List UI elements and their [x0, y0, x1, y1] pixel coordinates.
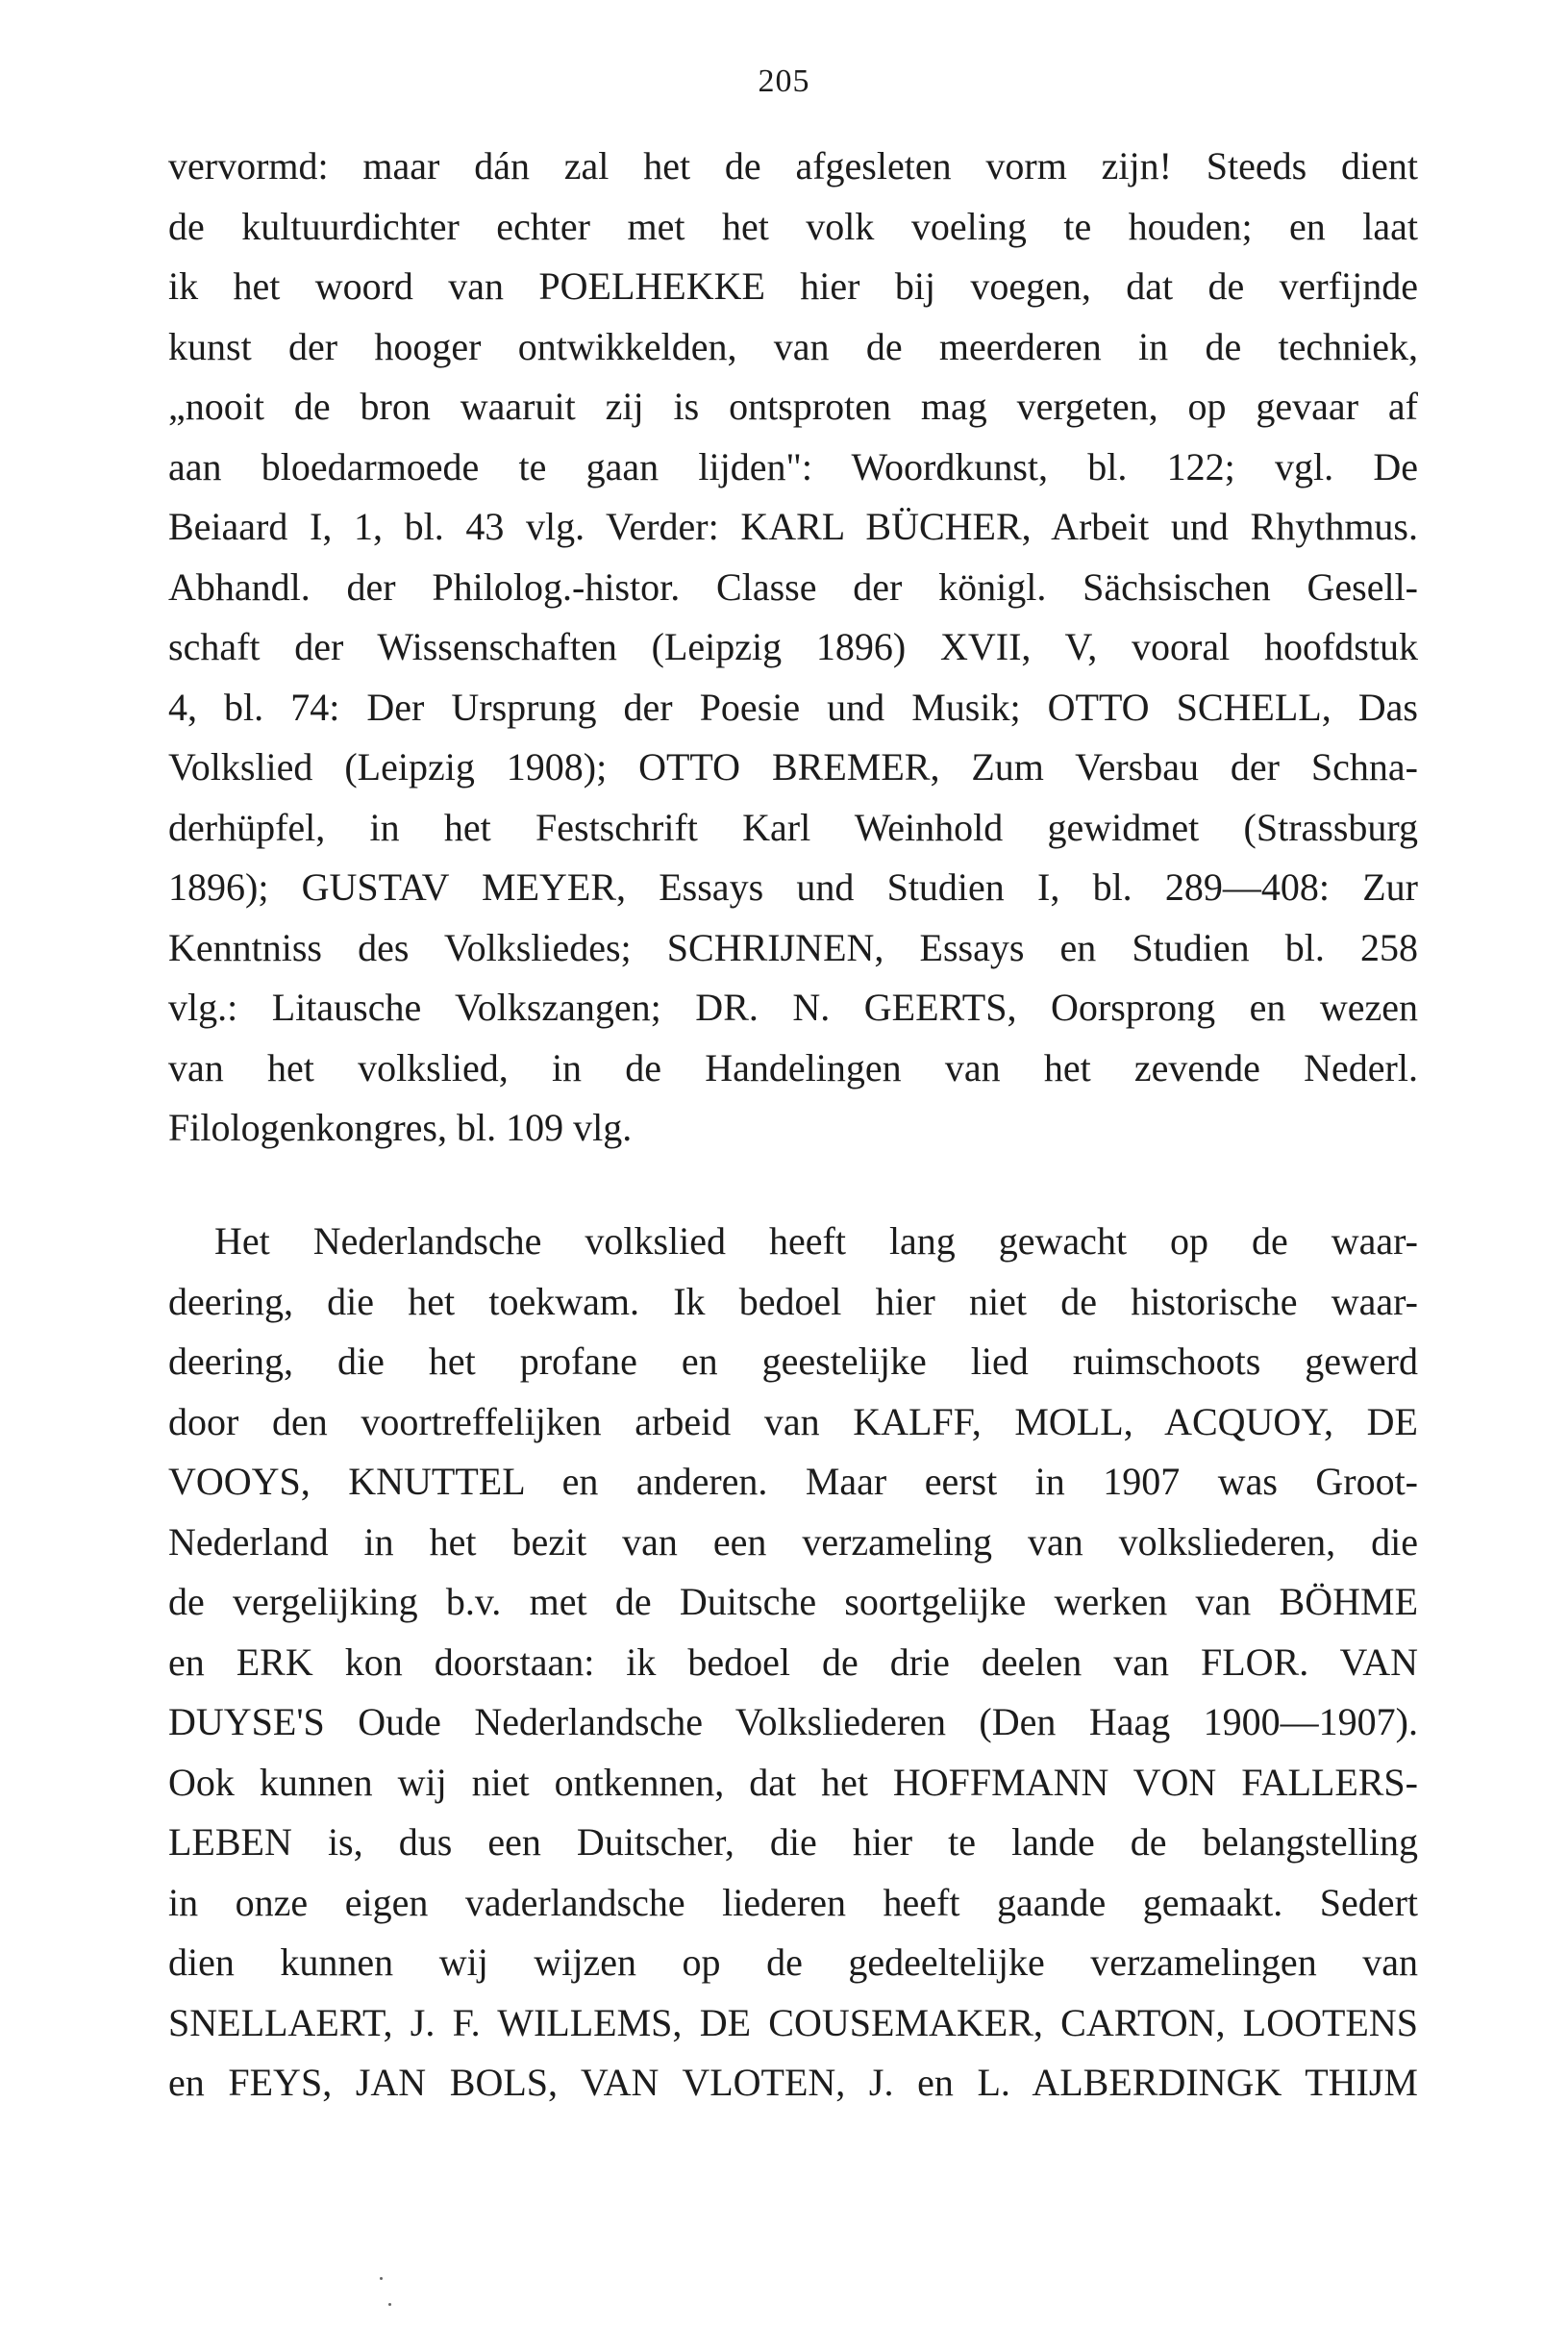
text-line: LEBEN is, dus een Duitscher, die hier te lande de belangstelling	[168, 1820, 1418, 1864]
text-line: de kultuurdichter echter met het volk voeling te houden; en laat	[168, 204, 1418, 248]
text-line: „nooit de bron waaruit zij is ontsproten mag vergeten, op gevaar af	[168, 385, 1418, 428]
text-line: en FEYS, JAN BOLS, VAN VLOTEN, J. en L. ALBERDINGK THIJM	[168, 2061, 1418, 2104]
text-line: deering, die het profane en geestelijke lied ruimschoots gewerd	[168, 1339, 1418, 1383]
text-line: en ERK kon doorstaan: ik bedoel de drie deelen van FLOR. VAN	[168, 1640, 1418, 1684]
text-line: vlg.: Litausche Volkszangen; DR. N. GEERTS, Oorsprong en wezen	[168, 986, 1418, 1029]
text-line: Ook kunnen wij niet ontkennen, dat het HOFFMANN VON FALLERS-	[168, 1760, 1418, 1804]
text-line: 4, bl. 74: Der Ursprung der Poesie und Musik; OTTO SCHELL, Das	[168, 685, 1418, 729]
scan-speck	[380, 2277, 383, 2280]
text-line: Volkslied (Leipzig 1908); OTTO BREMER, Zum Versbau der Schna-	[168, 745, 1418, 789]
text-line: 1896); GUSTAV MEYER, Essays und Studien I, bl. 289—408: Zur	[168, 865, 1418, 909]
text-line: dien kunnen wij wijzen op de gedeeltelijke verzamelingen van	[168, 1940, 1418, 1984]
text-line: SNELLAERT, J. F. WILLEMS, DE COUSEMAKER, CARTON, LOOTENS	[168, 2000, 1418, 2044]
text-line: door den voortreffelijken arbeid van KALFF, MOLL, ACQUOY, DE	[168, 1399, 1418, 1443]
text-line: ik het woord van POELHEKKE hier bij voegen, dat de verfijnde	[168, 264, 1418, 308]
text-line: Kenntniss des Volksliedes; SCHRIJNEN, Essays en Studien bl. 258	[168, 925, 1418, 969]
text-line: kunst der hooger ontwikkelden, van de meerderen in de techniek,	[168, 324, 1418, 368]
page-number: 205	[758, 63, 810, 99]
text-line: Filologenkongres, bl. 109 vlg.	[168, 1106, 633, 1149]
text-line: de vergelijking b.v. met de Duitsche soortgelijke werken van BÖHME	[168, 1580, 1418, 1623]
text-line: deering, die het toekwam. Ik bedoel hier niet de historische waar-	[168, 1279, 1418, 1323]
scan-speck	[388, 2303, 391, 2306]
footnote-block	[168, 137, 1418, 1159]
text-line: Het Nederlandsche volkslied heeft lang gewacht op de waar-	[214, 1219, 1418, 1263]
text-line: vervormd: maar dán zal het de afgesleten vorm zijn! Steeds dient	[168, 144, 1418, 188]
text-line: aan bloedarmoede te gaan lijden": Woordkunst, bl. 122; vgl. De	[168, 444, 1418, 488]
text-line: VOOYS, KNUTTEL en anderen. Maar eerst in 1907 was Groot-	[168, 1460, 1418, 1503]
body-paragraph	[168, 1212, 1418, 2114]
text-line: in onze eigen vaderlandsche liederen heeft gaande gemaakt. Sedert	[168, 1880, 1418, 1924]
text-line: Beiaard I, 1, bl. 43 vlg. Verder: KARL BÜCHER, Arbeit und Rhythmus.	[168, 505, 1418, 548]
text-line: Abhandl. der Philolog.-histor. Classe der königl. Sächsischen Gesell-	[168, 564, 1418, 609]
text-line: van het volkslied, in de Handelingen van het zevende Nederl.	[168, 1045, 1418, 1089]
text-line: Nederland in het bezit van een verzameling van volksliederen, die	[168, 1519, 1418, 1564]
text-line: derhüpfel, in het Festschrift Karl Weinhold gewidmet (Strassburg	[168, 805, 1418, 849]
text-line: DUYSE'S Oude Nederlandsche Volksliederen (Den Haag 1900—1907).	[168, 1700, 1418, 1743]
text-line: schaft der Wissenschaften (Leipzig 1896) XVII, V, vooral hoofdstuk	[168, 625, 1418, 668]
